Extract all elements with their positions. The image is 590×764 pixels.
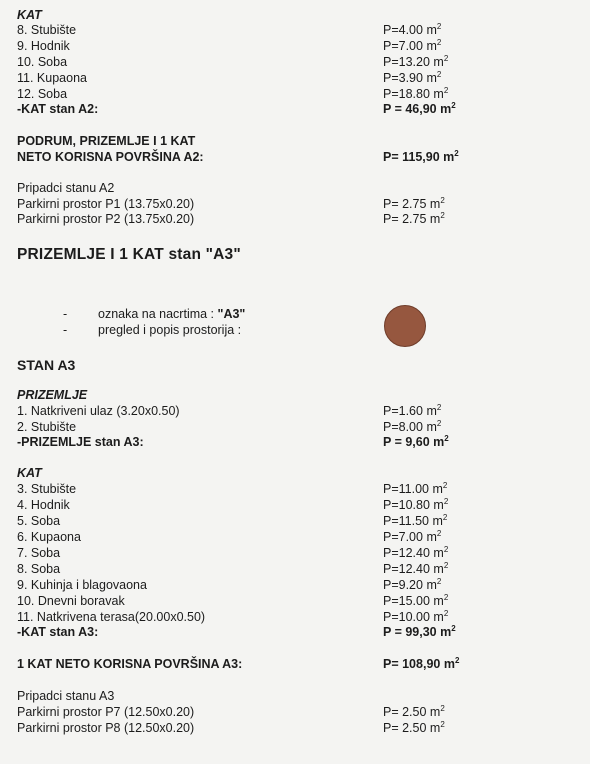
table-row: [0, 70, 590, 86]
parking-label: Parkirni prostor P8 (12.50x0.20): [17, 721, 195, 735]
a3-prizemlje-total-row: [0, 434, 590, 450]
a3-kat-total-label: -KAT stan A3:: [17, 625, 99, 639]
table-row: [0, 211, 590, 227]
parking-label: Parkirni prostor P7 (12.50x0.20): [17, 705, 195, 719]
table-row: [0, 196, 590, 212]
room-area: P=11.50 $m^2$: [383, 513, 448, 528]
table-row: [0, 545, 590, 561]
room-area: P=10.80 $m^2$: [383, 497, 449, 512]
room-label: 9. Hodnik: [17, 39, 70, 53]
bullet-text: oznaka na nacrtima : "A3": [98, 307, 246, 321]
room-area: P=7.00 $m^2$: [383, 38, 442, 53]
a3-net-value: P= 108,90 $m^2$: [383, 656, 460, 671]
a2-net-line2: NETO KORISNA POVRŠINA A2:: [17, 150, 204, 164]
a3-prizemlje-total-value: P = 9,60 $m^2$: [383, 434, 449, 449]
parking-area: P= 2.75 $m^2$: [383, 196, 445, 211]
table-row: [0, 593, 590, 609]
room-label: 11. Kupaona: [17, 71, 87, 85]
table-row: [0, 529, 590, 545]
table-row: [0, 577, 590, 593]
room-label: 3. Stubište: [17, 482, 77, 496]
room-area: P=13.20 $m^2$: [383, 54, 449, 69]
table-row: [0, 609, 590, 625]
parking-area: P= 2.50 $m^2$: [383, 704, 445, 719]
room-label: 2. Stubište: [17, 420, 77, 434]
room-label: 4. Hodnik: [17, 498, 70, 512]
bullet-dash: -: [63, 307, 68, 321]
a2-kat-heading: KAT: [17, 8, 42, 22]
room-label: 10. Dnevni boravak: [17, 594, 125, 608]
table-row: [0, 561, 590, 577]
a2-net-value: P= 115,90 $m^2$: [383, 149, 459, 164]
a3-kat-heading-row: [0, 465, 590, 481]
table-row: [0, 54, 590, 70]
room-label: 9. Kuhinja i blagovaona: [17, 578, 147, 592]
a3-pripadci-row: [0, 688, 590, 704]
parking-area: P= 2.50 $m^2$: [383, 720, 445, 735]
a3-net-row: [0, 656, 590, 672]
list-item: [0, 322, 590, 338]
a2-kat-total-row: [0, 101, 590, 117]
room-label: 12. Soba: [17, 87, 68, 101]
room-label: 5. Soba: [17, 514, 61, 528]
stan-a3-row: [0, 356, 590, 374]
room-label: 10. Soba: [17, 55, 68, 69]
table-row: [0, 481, 590, 497]
a2-net-row-2: [0, 149, 590, 165]
table-row: [0, 38, 590, 54]
table-row: [0, 86, 590, 102]
room-area: P=9.20 $m^2$: [383, 577, 442, 592]
a3-net-label: 1 KAT NETO KORISNA POVRŠINA A3:: [17, 657, 243, 671]
table-row: [0, 720, 590, 736]
room-area: P=12.40 $m^2$: [383, 545, 449, 560]
stan-a3-title: STAN A3: [17, 357, 76, 373]
a3-kat-total-row: [0, 624, 590, 640]
bullet-dash: -: [63, 323, 68, 337]
a2-kat-heading-row: [0, 7, 590, 23]
a2-kat-total-label: -KAT stan A2:: [17, 102, 99, 116]
table-row: [0, 419, 590, 435]
room-label: 6. Kupaona: [17, 530, 81, 544]
table-row: [0, 513, 590, 529]
room-area: P=12.40 $m^2$: [383, 561, 449, 576]
parking-area: P= 2.75 $m^2$: [383, 211, 445, 226]
room-label: 1. Natkriveni ulaz (3.20x0.50): [17, 404, 180, 418]
room-label: 7. Soba: [17, 546, 61, 560]
a2-kat-total-value: P = 46,90 $m^2$: [383, 101, 456, 116]
a3-prizemlje-heading: PRIZEMLJE: [17, 388, 88, 402]
parking-label: Parkirni prostor P2 (13.75x0.20): [17, 212, 195, 226]
table-row: [0, 704, 590, 720]
a2-net-line1: PODRUM, PRIZEMLJE I 1 KAT: [17, 134, 196, 148]
room-label: 11. Natkrivena terasa(20.00x0.50): [17, 610, 206, 624]
a3-section-title-row: [0, 245, 590, 265]
a3-prizemlje-heading-row: [0, 387, 590, 403]
a3-kat-heading: KAT: [17, 466, 42, 480]
room-area: P=8.00 $m^2$: [383, 419, 442, 434]
bullet-text: pregled i popis prostorija :: [98, 323, 242, 337]
room-area: P=18.80 $m^2$: [383, 86, 449, 101]
a3-pripadci: Pripadci stanu A3: [17, 689, 115, 703]
a2-pripadci-row: [0, 180, 590, 196]
brown-circle-marker: [384, 305, 426, 347]
room-area: P=7.00 $m^2$: [383, 529, 442, 544]
parking-label: Parkirni prostor P1 (13.75x0.20): [17, 197, 195, 211]
a2-pripadci: Pripadci stanu A2: [17, 181, 115, 195]
room-label: 8. Stubište: [17, 23, 77, 37]
room-area: P=3.90 $m^2$: [383, 70, 442, 85]
a3-prizemlje-total-label: -PRIZEMLJE stan A3:: [17, 435, 144, 449]
a2-net-row-1: [0, 133, 590, 149]
room-label: 8. Soba: [17, 562, 61, 576]
a3-kat-total-value: P = 99,30 $m^2$: [383, 624, 456, 639]
room-area: P=4.00 $m^2$: [383, 22, 442, 37]
room-area: P=11.00 $m^2$: [383, 481, 448, 496]
room-area: P=10.00 $m^2$: [383, 609, 449, 624]
a3-section-title: PRIZEMLJE I 1 KAT stan "A3": [17, 246, 241, 263]
room-area: P=15.00 $m^2$: [383, 593, 449, 608]
list-item: [0, 306, 590, 322]
table-row: [0, 403, 590, 419]
room-area: P=1.60 $m^2$: [383, 403, 442, 418]
table-row: [0, 22, 590, 38]
table-row: [0, 497, 590, 513]
